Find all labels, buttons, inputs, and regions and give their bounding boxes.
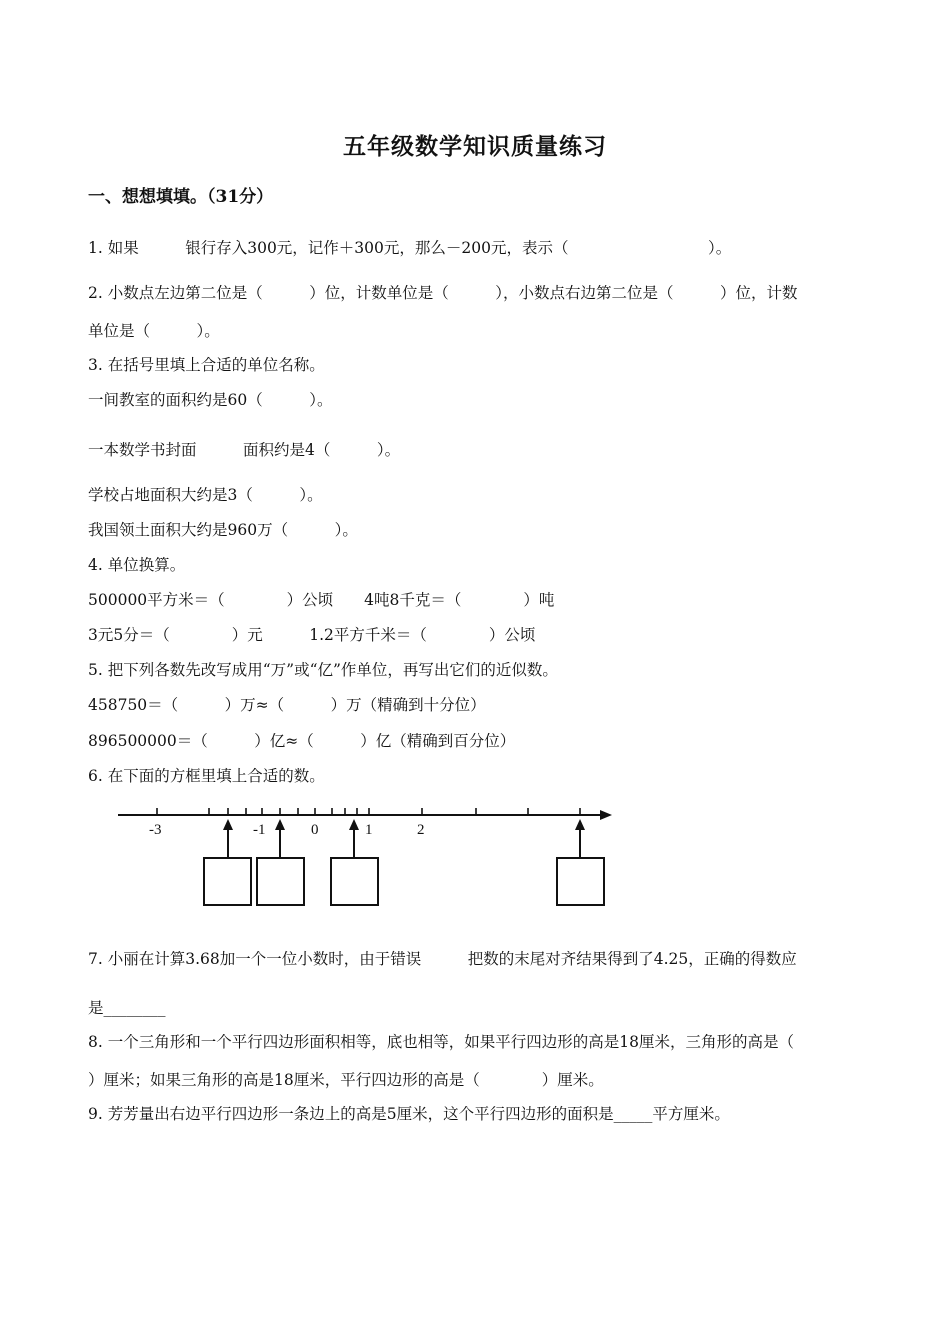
section-heading: 一、想想填填。（31分） — [88, 187, 274, 207]
answer-box — [331, 858, 378, 905]
question-7: 7. 小丽在计算3.68加一个一位小数时，由于错误 把数的末尾对齐结果得到了4.25，正确的得数应 — [88, 950, 797, 968]
question-3: 3. 在括号里填上合适的单位名称。 — [88, 356, 325, 374]
number-line-label: 1 — [365, 822, 373, 838]
question-4-a: 500000平方米＝（ ）公顷 4吨8千克＝（ ）吨 — [88, 591, 555, 609]
question-4-b: 3元5分＝（ ）元 1.2平方千米＝（ ）公顷 — [88, 626, 536, 644]
question-8: 8. 一个三角形和一个平行四边形面积相等，底也相等，如果平行四边形的高是18厘米，三角形的高是（ — [88, 1033, 794, 1051]
number-line-ticks — [157, 808, 580, 815]
question-7-cont: 是________ — [88, 999, 166, 1017]
up-arrow-icon — [575, 819, 585, 830]
question-3-c: 学校占地面积大约是3（ ）。 — [88, 486, 323, 504]
answer-box — [204, 858, 251, 905]
question-8-cont: ）厘米；如果三角形的高是18厘米，平行四边形的高是（ ）厘米。 — [88, 1071, 604, 1089]
question-9: 9. 芳芳量出右边平行四边形一条边上的高是5厘米，这个平行四边形的面积是_____平方厘米。 — [88, 1105, 730, 1123]
number-line-arrows — [228, 826, 580, 858]
question-2-cont: 单位是（ ）。 — [88, 322, 220, 340]
page-title: 五年级数学知识质量练习 — [343, 133, 607, 160]
answer-box — [557, 858, 604, 905]
question-1: 1. 如果 银行存入300元，记作＋300元，那么－200元，表示（ ）。 — [88, 239, 732, 257]
question-5-a: 458750＝（ ）万≈（ ）万（精确到十分位） — [88, 696, 486, 714]
question-3-b: 一本数学书封面 面积约是4（ ）。 — [88, 441, 401, 459]
number-line-label: 0 — [311, 822, 319, 838]
up-arrow-icon — [349, 819, 359, 830]
number-line-label: -3 — [149, 822, 162, 838]
number-line-label: 2 — [417, 822, 425, 838]
up-arrow-icon — [223, 819, 233, 830]
question-5-b: 896500000＝（ ）亿≈（ ）亿（精确到百分位） — [88, 732, 516, 750]
number-line-figure — [0, 790, 950, 920]
number-line-arrowhead — [600, 810, 612, 820]
question-5: 5. 把下列各数先改写成用“万”或“亿”作单位，再写出它们的近似数。 — [88, 661, 558, 679]
question-4: 4. 单位换算。 — [88, 556, 186, 574]
number-line-label: -1 — [253, 822, 266, 838]
question-6: 6. 在下面的方框里填上合适的数。 — [88, 767, 325, 785]
question-3-d: 我国领土面积大约是960万（ ）。 — [88, 521, 358, 539]
question-2: 2. 小数点左边第二位是（ ）位，计数单位是（ ），小数点右边第二位是（ ）位，计数 — [88, 284, 798, 302]
answer-box — [257, 858, 304, 905]
up-arrow-icon — [275, 819, 285, 830]
question-3-a: 一间教室的面积约是60（ ）。 — [88, 391, 333, 409]
